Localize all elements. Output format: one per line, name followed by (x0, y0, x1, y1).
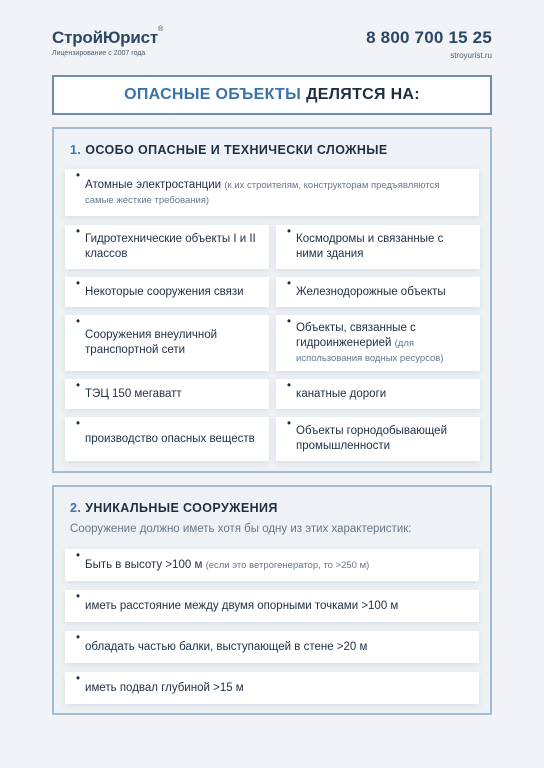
header (0, 0, 544, 70)
list-item (276, 277, 480, 307)
list-item (65, 590, 479, 622)
section-title-text: ОСОБО ОПАСНЫЕ И ТЕХНИЧЕСКИ СЛОЖНЫЕ (85, 143, 388, 157)
item-text: ТЭЦ 150 мегаватт (85, 387, 182, 400)
bullet-icon: • (76, 591, 81, 603)
item-note: (к их строителям, конструкторам предъявляются самые жесткие требования) (85, 179, 440, 206)
bullet-icon: • (287, 226, 292, 238)
license-tagline: Лицензирование с 2007 года (52, 50, 146, 57)
bullet-icon: • (76, 226, 81, 238)
list-item (65, 225, 269, 269)
list-item (65, 169, 479, 216)
list-item (65, 379, 269, 409)
section-dangerous-objects (52, 127, 492, 473)
bullet-icon: • (76, 632, 81, 644)
list-item (276, 379, 480, 409)
brand-name: СтройЮрист® (52, 26, 163, 47)
list-item (65, 315, 269, 371)
section-title (70, 143, 388, 157)
list-item (65, 549, 479, 581)
bullet-icon: • (76, 316, 81, 328)
item-text: иметь подвал глубиной >15 м (85, 681, 244, 694)
item-text: Сооружения внеуличной транспортной сети (85, 329, 218, 356)
contact-block (366, 28, 492, 60)
list-item (65, 631, 479, 663)
list-item (276, 225, 480, 269)
section-number: 1. (70, 143, 82, 157)
list-item (276, 315, 480, 371)
list-item (276, 417, 480, 461)
brand-logo[interactable] (52, 28, 163, 57)
site-link[interactable]: stroyurist.ru (450, 51, 492, 60)
bullet-icon: • (76, 170, 81, 182)
item-text: Железнодорожные объекты (296, 285, 446, 298)
list-item (65, 277, 269, 307)
bullet-icon: • (76, 550, 81, 562)
bullet-icon: • (287, 278, 292, 290)
bullet-icon: • (76, 380, 81, 392)
item-text: иметь расстояние между двумя опорными точками >100 м (85, 599, 399, 612)
item-text: производство опасных веществ (85, 432, 255, 445)
section-title-text: УНИКАЛЬНЫЕ СООРУЖЕНИЯ (85, 501, 278, 515)
item-text: канатные дороги (296, 387, 387, 400)
page-title (52, 75, 492, 115)
bullet-icon: • (287, 418, 292, 430)
item-text: Некоторые сооружения связи (85, 285, 244, 298)
bullet-icon: • (287, 380, 292, 392)
bullet-icon: • (76, 278, 81, 290)
section-unique-structures (52, 485, 492, 715)
item-text: обладать частью балки, выступающей в стене >20 м (85, 640, 368, 653)
title-accent: ОПАСНЫЕ ОБЪЕКТЫ (124, 86, 302, 103)
section-subtitle: Сооружение должно иметь хотя бы одну из этих характеристик: (70, 523, 412, 535)
item-text: Гидротехнические объекты I и II классов (85, 233, 256, 260)
item-text: Объекты горнодобывающей промышленности (296, 425, 447, 452)
item-text: Атомные электростанции (85, 178, 222, 191)
section-title (70, 501, 278, 515)
list-item (65, 672, 479, 704)
section-number: 2. (70, 501, 82, 515)
list-item (65, 417, 269, 461)
bullet-icon: • (287, 316, 292, 328)
phone-number[interactable]: 8 800 700 15 25 (366, 28, 492, 47)
bullet-icon: • (76, 418, 81, 430)
title-rest: ДЕЛЯТСЯ НА: (306, 86, 420, 103)
item-note: (для использования водных ресурсов) (296, 337, 444, 364)
item-text: Космодромы и связанные с ними здания (296, 233, 444, 260)
item-text: Быть в высоту >100 м (85, 558, 203, 571)
item-text: Объекты, связанные с гидроинженерией (296, 321, 416, 349)
bullet-icon: • (76, 673, 81, 685)
item-note: (если это ветрогенератор, то >250 м) (205, 559, 370, 571)
trademark-sign: ® (157, 26, 163, 33)
